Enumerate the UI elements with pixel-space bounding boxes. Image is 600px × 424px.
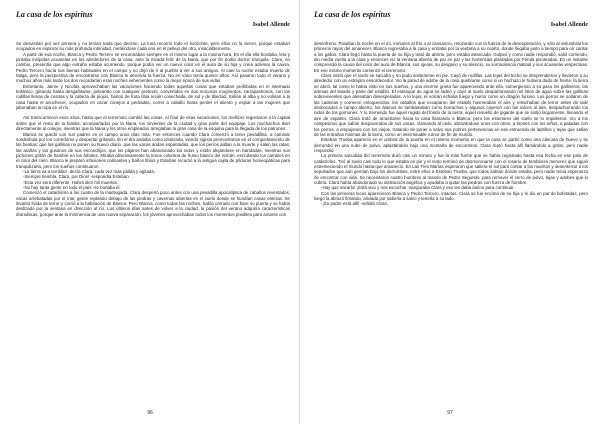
right-page bbox=[300, 0, 600, 424]
page-number: 96 bbox=[147, 410, 153, 416]
running-header-author: Isabel Allende bbox=[252, 21, 290, 28]
dialogue-line: -No hay tanta gente en todo el país -se burlaba él. bbox=[23, 184, 121, 190]
paragraph: Entretanto, Jaime y Nicolás aprovechaban las vacaciones haciendo todas aquellas cosas que estaban prohibidas en el internado británico, gritando hasta desgañitarse, peleando con cualquier pretexto, convertidos en dos mocosos mugrientos, zarrapastrosos, con las rodillas llenas de costras y la cabeza de piojos, hartos de fruta tibia recién cosechada, de sol y de libertad. Salían al alba y no volvían a la casa hasta el anochecer, ocupados en cazar conejos a pedradas, correr a caballo hasta perder el aliento y espiar a las mujeres que jabonaban la ropa en el río. bbox=[16, 83, 290, 111]
paragraph: Comenzó el cataclismo a las cuatro de la madrugada. Clara despertó poco antes con una pesadilla apocalíptica de caballos reventados, vacas arrebatadas por el mar, gente reptando debajo de las piedras y cavernas abiertas en el suelo donde se hundían casas enteras. Se levantó lívida de terror y corrió a la habitación de Blanca. Pero Blanca, como todas las noches, había cerrado con llave su puerta y se había deslizado por la ventana en dirección al río. Los últimos días antes de volver a la ciudad, la pasión del verano adquiría características dramáticas, porque ante la inminencia de una nueva separación, los jóvenes aprovechaban todos los momentos posibles para amarse con bbox=[16, 190, 290, 217]
running-header-author: Isabel Allende bbox=[550, 21, 588, 28]
paragraph: Se desvistían por vez primera y no tenían nada que decirse. La luna recorrió todo el horizonte, pero ellos no la vieron, porque estaban ocupados en explorar su más profunda intimidad, metiéndose cada uno en el pellejo del otro, insaciablemente. bbox=[16, 41, 290, 52]
running-header-title: La casa de los espíritus bbox=[16, 10, 93, 19]
page-number: 97 bbox=[447, 410, 453, 416]
dialogue-line: -Esta vez será diferente. Habrá diez mil muertos. bbox=[23, 179, 119, 185]
paragraph: Esteban Trueba apareció en el umbral de la puerta en el mismo momento en que la casa se partió como una cáscara de huevo y se derrumbó en una nube de polvo, aplastándolo bajo una montaña de escombros. Clara reptó hasta allí llamándolo a gritos, pero nadie respondió. bbox=[314, 137, 588, 153]
dialogue-line: -¡Su padre está allí! -señaló Clara. bbox=[321, 201, 388, 207]
page-body bbox=[314, 41, 588, 207]
paragraph: La primera sacudida del terremoto duró casi un minuto y fue la más fuerte que se había registrado hasta esa fecha en ese país de catástrofes. Tiró al suelo casi todo lo que estaba en pie y el resto terminó de desmoronarse con el rosario de temblores menores que siguió estremeciendo el mundo hasta que amaneció. En Las Tres Marías esperaron que saliera el sol para contar a los muertos y desenterrar a los sepultados que aún gemían bajo los derrumbes, entre ellos a Esteban Trueba, que todos sabían dónde estaba, pero nadie tenía esperanza de encontrar con vida. Se necesitaron cuatro hombres al mando de Pedro Segundo, para remover el cerro de polvo, tejas y adobes que lo cubría. Clara había abandonado su distracción angélica y ayudaba a quitar las piedras con fuerza de hombre. bbox=[314, 153, 588, 185]
paragraph: Con las primeras luces aparecieron Blanca y Pedro Tercero, intactos. Clara se fue encima de su hija y le dio un par de bofetadas, pero luego la abrazó llorando, aliviada por saberla a salvo y tenerla a su lado. bbox=[314, 190, 588, 201]
paragraph: Así transcurrieron esos años, hasta que el terremoto cambió las cosas. Al final de esas vacaciones, los mellizos regresaron a la capital antes que el resto de la familia, acompañados por la Nana, los sirvientes de la ciudad y gran parte del equipaje. Los muchachos iban directamente al colegio, mientras que la Nana y los otros empleados arreglaban la gran casa de la esquina para la llegada de los patrones. bbox=[16, 115, 290, 132]
dialogue-line: -Siempre tiembla, Clara, por Dios! -respondía Esteban. bbox=[23, 174, 130, 180]
paragraph: Clara sintió que el suelo se sacudía y no pudo sostenerse en pie. Cayó de rodillas. Las tejas del techo se desprendieron y llovieron a su alrededor con un estrépito ensordecedor. Vio la pared de adobe de la casa quebrarse como si un hachazo le hubiera dado de frente, la tierra se abrió, tal como lo había visto en sus sueños, y una enorme grieta fue apareciendo ante ella, sumergiendo a su paso los gallineros, las artesas del lavado y parte del establo. El estanque de agua se ladeó y cayó al suelo desparramando mil litros de agua sobre las gallinas sobrevivientes que aleteaban desesperadas. A lo lejos, el volcán echaba fuego y humo como un dragón furioso. Los perros se soltaron de las cadenas y corrieron enloquecidos, los caballos que escaparon del establo husmeaban el aire y relinchaban de terror antes de salir desbocados a campo abierto, los álamos se tambaleaban como borrachos y algunos cayeron con las raíces al aire, despachurrando los nidos de los gorriones. Y lo tremendo fue aquel rugido del fondo de la tierra, aquel resuello de gigante que se sintió largamente, llenando el aire de espanto. Clara trató de arrastrarse hacia la casa llamando a Blanca, pero los estertores del suelo se lo impidieron. Vio a los campesinos que salían despavoridos de sus casas, clamando al cielo, abrazándose unos con otros, a tirones con los niños, a patadas con los perros, a empujones con los viejos, tratando de poner a salvo sus pobres pertenencias en ese estruendo de ladrillos y tejas que salían de las entrañas mismas de la tierra, como un interminable rumor de fin de mundo. bbox=[314, 73, 588, 137]
running-header-title: La casa de los espíritus bbox=[314, 10, 391, 19]
dialogue-line: -Hay que sacarlo! ¡Está vivo y nos escucha! -aseguraba Clara y eso les daba ánimo para continuar. bbox=[321, 185, 515, 191]
dialogue-line: -La tierra va a temblar! -decía Clara, cada vez más pálida y agitada. bbox=[23, 168, 156, 174]
page-body bbox=[16, 41, 290, 217]
paragraph: A partir de esa noche, Blanca y Pedro Tercero se encontraban siempre en el mismo lugar a la misma hora. En el día ella bordaba, leía y pintaba insípidas acuarelas en los alrededores de la casa, ante la mirada feliz de la Nana, que por fin podía dormir tranquila. Clara, en cambio, presentía que algo extraño estaba ocurriendo, porque podía ver un nuevo color en el aura de su hija y creía adivinar la causa. Pedro Tercero hacía sus faenas habituales en el campo y no dejó de ir al pueblo a ver a sus amigos. Al caer la noche estaba muerto de fatiga, pero la perspectiva de encontrarse con Blanca le devolvía la fuerza. No en vano tenía quince años. Así pasaron todo el verano y muchos años más tarde los dos recordarían esas noches vehementes como la mejor época de sus vidas. bbox=[16, 51, 290, 84]
paragraph: desenfreno. Pasaban la noche en el río, inmunes al frío o al cansancio, retozando con la fuerza de la desesperación, y sólo al vislumbrar los primeros rayos del amanecer, Blanca regresaba a la casa y entraba por la ventana a su cuarto, donde llegaba justo a tiempo para oír cantar a los gallos. Clara llegó hasta la puerta de su hija y trató de abrirla, pero estaba atrancada. Golpeó y como nadie respondió, salió corriendo, dio media vuelta a la casa y entonces vio la ventana abierta de par en par y las hortensias plantadas por Férula pisoteadas. En un instante comprendió la causa del color del aura de Blanca, sus ojeras, su desgano y su silencio, su somnolencia matinal y sus acuarelas vespertinas. En ese mismo momento comenzó el terremoto. bbox=[314, 41, 588, 73]
paragraph: Blanca se quedó con sus padres en el campo unos días más. Fue entonces cuando Clara comenzó a tener pesadillas, a caminar sonámbula por los corredores y despertar gritando. En el día andaba como idiotizada, viendo signos premonitorios en el comportamiento de las bestias: que las gallinas no ponen su huevo diario, que las vacas andan espantadas, que los perros aúllan a la muerte y salen las ratas, las arañas y los gusanos de sus escondrijos, que los pájaros han abandonado los nidos y están alejándose en bandadas, mientras sus pichones gritan de hambre en los árboles. Miraba obsesivamente la tenue columna de humo blanco del volcán, escrutando los cambios en el color del cielo. Blanca le preparó infusiones calmantes y baños tibios y Esteban recurrió a la antigua cajita de píldoras homeopáticas para tranquilizarla, pero los sueños continuaron. bbox=[16, 131, 290, 169]
